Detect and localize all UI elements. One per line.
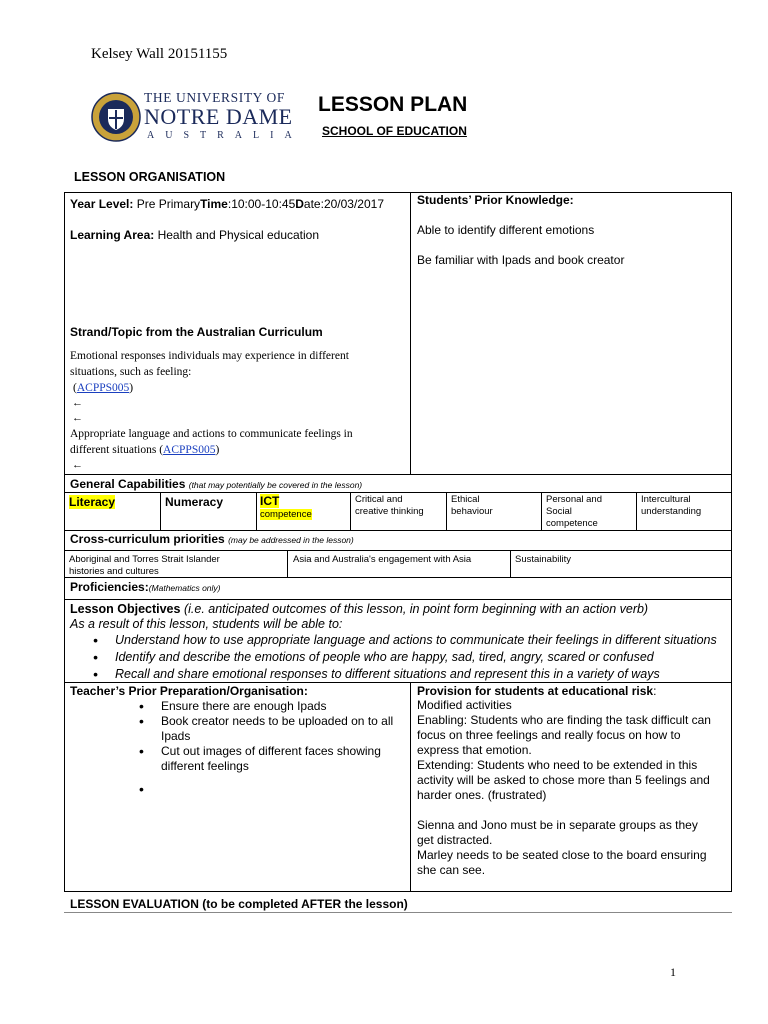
proficiencies-label: Proficiencies: bbox=[70, 580, 149, 594]
risk-line: she can see. bbox=[417, 863, 486, 877]
time-value: :10:00-10:45 bbox=[227, 197, 296, 211]
cross-curriculum-asia: Asia and Australia's engagement with Asia bbox=[293, 554, 472, 565]
divider bbox=[410, 682, 411, 892]
teacher-prep-label: Teacher’s Prior Preparation/Organisation: bbox=[70, 684, 308, 698]
divider bbox=[64, 912, 732, 913]
cross-curriculum-sustainability: Sustainability bbox=[515, 554, 571, 565]
divider bbox=[64, 599, 732, 600]
university-line3: AUSTRALIA bbox=[147, 130, 303, 141]
strand-text: Emotional responses individuals may experience in different bbox=[70, 350, 349, 362]
year-level-value: Pre Primary bbox=[136, 197, 201, 211]
year-level-line bbox=[70, 197, 384, 212]
objectives-header bbox=[70, 602, 648, 617]
risk-line: harder ones. (frustrated) bbox=[417, 788, 547, 802]
strand-label: Strand/Topic from the Australian Curriculum bbox=[70, 325, 323, 339]
capability-critical: Critical and bbox=[355, 494, 403, 505]
strand-text: different situations ( bbox=[70, 444, 164, 456]
prior-knowledge-label: Students’ Prior Knowledge: bbox=[417, 193, 574, 207]
capability-intercultural: understanding bbox=[641, 506, 702, 517]
teacher-prep-list bbox=[139, 699, 409, 797]
time-label: Time bbox=[200, 197, 228, 211]
capability-personal: competence bbox=[546, 518, 598, 529]
cross-curriculum-aboriginal: Aboriginal and Torres Strait Islander bbox=[69, 554, 220, 565]
general-capabilities-label: General Capabilities bbox=[70, 477, 186, 491]
objectives-intro: As a result of this lesson, students will be able to: bbox=[70, 617, 343, 631]
objective-item: • Recall and share emotional responses to different situations and represent this in a variety of ways bbox=[93, 666, 729, 683]
capability-ict-sub: competence bbox=[260, 509, 312, 520]
cross-curriculum-aboriginal: histories and cultures bbox=[69, 566, 159, 577]
teacher-prep-item bbox=[139, 782, 409, 797]
teacher-prep-item: • Cut out images of different faces showing different feelings bbox=[139, 744, 409, 774]
university-logo bbox=[91, 88, 303, 146]
risk-line: Extending: Students who need to be extended in this bbox=[417, 758, 698, 772]
learning-area-value: Health and Physical education bbox=[157, 228, 320, 242]
divider bbox=[64, 550, 732, 551]
objectives-label: Lesson Objectives bbox=[70, 602, 181, 616]
cross-curriculum-note: (may be addressed in the lesson) bbox=[228, 535, 354, 545]
general-capabilities-note: (that may potentially be covered in the lesson) bbox=[188, 480, 363, 490]
risk-line: Modified activities bbox=[417, 698, 512, 712]
capability-intercultural: Intercultural bbox=[641, 494, 691, 505]
objectives-note: (i.e. anticipated outcomes of this lesson, in point form beginning with an action verb) bbox=[183, 602, 649, 616]
capability-literacy: Literacy bbox=[69, 495, 116, 509]
section-title: LESSON ORGANISATION bbox=[74, 170, 226, 184]
page-title: LESSON PLAN bbox=[318, 93, 468, 116]
divider bbox=[636, 492, 637, 530]
university-line1: THE UNIVERSITY OF bbox=[144, 90, 285, 105]
close-paren: ) bbox=[215, 444, 220, 456]
divider bbox=[64, 577, 732, 578]
page-subtitle: SCHOOL OF EDUCATION bbox=[322, 124, 467, 138]
divider bbox=[410, 192, 411, 474]
divider bbox=[287, 550, 288, 577]
risk-line: express that emotion. bbox=[417, 743, 532, 757]
left-arrow-icon: ← bbox=[72, 459, 83, 471]
prior-knowledge-item: Be familiar with Ipads and book creator bbox=[417, 253, 625, 267]
page-number: 1 bbox=[670, 965, 676, 979]
general-capabilities-header bbox=[70, 477, 362, 493]
risk-line: Sienna and Jono must be in separate groups as they bbox=[417, 818, 698, 832]
learning-area-label: Learning Area: bbox=[70, 228, 155, 242]
strand-code-line bbox=[73, 381, 133, 396]
capability-numeracy: Numeracy bbox=[165, 495, 224, 509]
divider bbox=[64, 530, 732, 531]
divider bbox=[160, 492, 161, 530]
objectives-list bbox=[93, 632, 729, 683]
close-paren: ) bbox=[129, 382, 134, 394]
objective-item: • Understand how to use appropriate language and actions to communicate their feelings in different situations bbox=[93, 632, 729, 649]
strand-code-line bbox=[70, 443, 219, 458]
author-name: Kelsey Wall 20151155 bbox=[91, 46, 228, 62]
evaluation-title: LESSON EVALUATION (to be completed AFTER the lesson) bbox=[70, 897, 408, 911]
curriculum-link[interactable]: ACPPS005 bbox=[163, 444, 216, 456]
divider bbox=[541, 492, 542, 530]
capability-personal: Social bbox=[546, 506, 572, 517]
teacher-prep-item: • Book creator needs to be uploaded on to all Ipads bbox=[139, 714, 409, 744]
date-label-d: D bbox=[295, 197, 304, 211]
curriculum-link[interactable]: ACPPS005 bbox=[76, 382, 130, 394]
teacher-prep-item: • Ensure there are enough Ipads bbox=[139, 699, 409, 714]
divider bbox=[256, 492, 257, 530]
learning-area-line bbox=[70, 228, 319, 243]
capability-critical: creative thinking bbox=[355, 506, 424, 517]
risk-line: Enabling: Students who are finding the task difficult can bbox=[417, 713, 711, 727]
proficiencies-header bbox=[70, 580, 221, 596]
prior-knowledge-item: Able to identify different emotions bbox=[417, 223, 595, 237]
left-arrow-icon: ← bbox=[72, 412, 83, 424]
risk-line: Marley needs to be seated close to the board ensuring bbox=[417, 848, 707, 862]
date-value: :20/03/2017 bbox=[320, 197, 385, 211]
crest-icon bbox=[91, 88, 141, 146]
capability-ict: ICT bbox=[260, 494, 280, 508]
proficiencies-note: (Mathematics only) bbox=[148, 583, 221, 593]
date-label-rest: ate bbox=[303, 197, 321, 211]
year-level-label: Year Level: bbox=[70, 197, 134, 211]
capability-personal: Personal and bbox=[546, 494, 602, 505]
open-paren: ( bbox=[73, 382, 77, 394]
objective-item: • Identify and describe the emotions of people who are happy, sad, tired, angry, scared or confused bbox=[93, 649, 729, 666]
risk-line: activity will be asked to chose more than 5 feelings and bbox=[417, 773, 710, 787]
divider bbox=[350, 492, 351, 530]
risk-line: get distracted. bbox=[417, 833, 493, 847]
capability-ethical: behaviour bbox=[451, 506, 493, 517]
strand-text: situations, such as feeling: bbox=[70, 366, 192, 378]
cross-curriculum-label: Cross-curriculum priorities bbox=[70, 532, 225, 546]
risk-label: Provision for students at educational risk bbox=[417, 684, 654, 698]
capability-ethical: Ethical bbox=[451, 494, 480, 505]
divider bbox=[64, 474, 732, 475]
divider bbox=[446, 492, 447, 530]
risk-header bbox=[417, 684, 656, 699]
divider bbox=[510, 550, 511, 577]
risk-line: focus on three feelings and really focus on how to bbox=[417, 728, 681, 742]
strand-text: Appropriate language and actions to communicate feelings in bbox=[70, 428, 353, 440]
cross-curriculum-header bbox=[70, 532, 354, 548]
left-arrow-icon: ← bbox=[72, 397, 83, 409]
risk-colon: : bbox=[653, 684, 657, 698]
university-line2: NOTRE DAME bbox=[144, 104, 293, 129]
